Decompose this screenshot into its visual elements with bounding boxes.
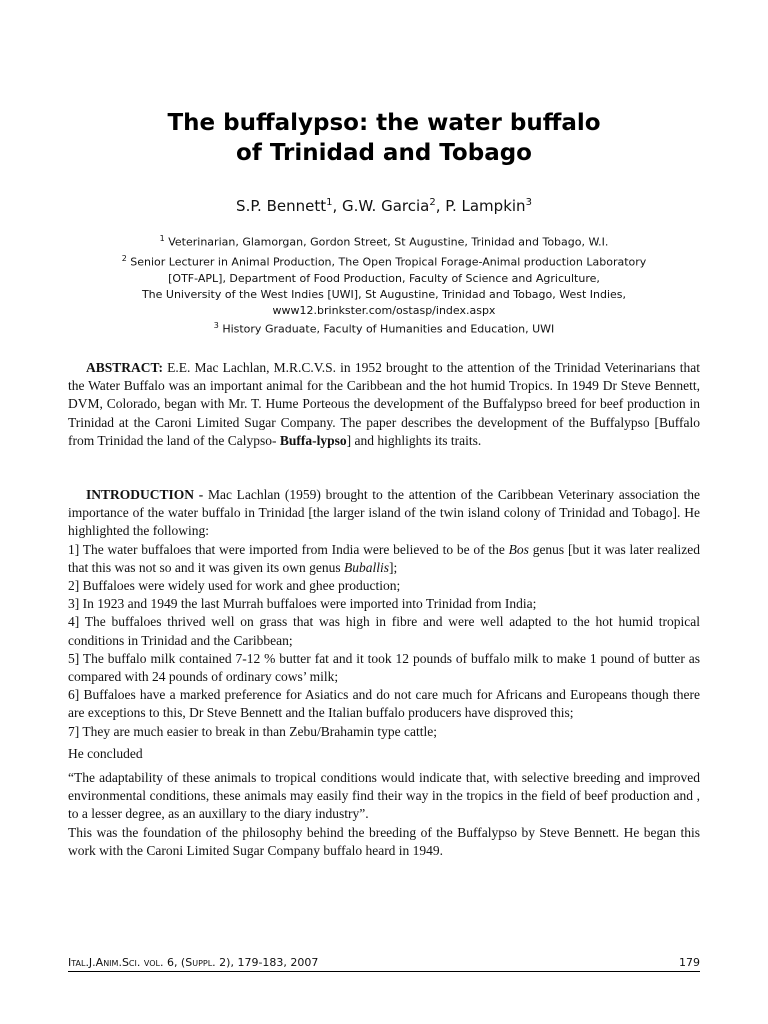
title-line-2: of Trinidad and Tobago	[236, 140, 532, 166]
title-line-1: The buffalypso: the water buffalo	[167, 110, 601, 136]
affiliation-3: $^3$ History Graduate, Faculty of Humanities and Education, UWI	[213, 321, 555, 336]
paper-title	[0, 108, 768, 168]
list-item: 1] The water buffaloes that were imported from India were believed to be of the Bos genus [but it was later realized that this was not so and it was given its own genus Buballis];	[68, 541, 700, 575]
affiliation-url: www12.brinkster.com/ostasp/index.aspx	[272, 303, 496, 317]
list-item: 2] Buffaloes were widely used for work and ghee production;	[68, 578, 401, 594]
list-item: 3] In 1923 and 1949 the last Murrah buffaloes were imported into Trinidad from India;	[68, 596, 537, 612]
author-affiliation-mark: 3	[525, 197, 532, 208]
introduction-label: INTRODUCTION -	[86, 487, 204, 502]
affiliation-2: $^2$ Senior Lecturer in Animal Production, The Open Tropical Forage-Animal production Laboratory [OTF-APL], Department of Food Production, Faculty of Science and Agriculture, The University of the West Indies [UWI], St Augustine, Trinidad and Tobago, West Indies, www12.brinkster.com/ostasp/index.aspx	[60, 251, 708, 319]
author-name: S.P. Bennett	[236, 197, 327, 215]
quote-paragraph: “The adaptability of these animals to tropical conditions would indicate that, with selective breeding and improved environmental conditions, these animals may easily find their way in the tropics in the field of beef production and , to a lesser degree, as an auxillary to the diary industry”.	[68, 770, 700, 822]
author-name: P. Lampkin	[445, 197, 526, 215]
author-affiliation-mark: 2	[429, 197, 436, 208]
affiliation-1: $^1$ Veterinarian, Glamorgan, Gordon Street, St Augustine, Trinidad and Tobago, W.I.	[159, 234, 609, 249]
author-name: G.W. Garcia	[342, 197, 430, 215]
author-list: S.P. Bennett$^1$, G.W. Garcia$^2$, P. Lampkin$^3$	[236, 197, 532, 215]
abstract-section	[68, 359, 700, 450]
list-item: 5] The buffalo milk contained 7-12 % butter fat and it took 12 pounds of buffalo milk to make 1 pound of butter as compared with 24 pounds of ordinary cows’ milk;	[68, 650, 700, 685]
list-item: 7] They are much easier to break in than Zebu/Brahamin type cattle;	[68, 723, 437, 739]
page-number: 179	[679, 956, 700, 969]
concluded-line: He concluded	[68, 745, 143, 761]
abstract-paragraph: ABSTRACT: E.E. Mac Lachlan, M.R.C.V.S. in 1952 brought to the attention of the Trinidad Veterinarians that the Water Buffalo was an important animal for the Caribbean and the hot humid Tropics. In 1949 Dr Steve Bennett, DVM, Colorado, began with Mr. T. Hume Porteous the development of the Buffalypso breed for beef production in Trinidad at the Caroni Limited Sugar Company. The paper describes the development of the Buffalypso [Buffalo from Trinidad the land of the Calypso- Buffa-lypso] and highlights its traits.	[68, 360, 700, 448]
list-item: 6] Buffaloes have a marked preference for Asiatics and do not care much for Africans and Europeans though there are exceptions to this, Dr Steve Bennett and the Italian buffalo producers have disproved this;	[68, 687, 700, 721]
journal-citation: Ital.J.Anim.Sci. vol. 6, (Suppl. 2), 179-183, 2007	[68, 956, 319, 969]
abstract-label: ABSTRACT:	[86, 360, 164, 375]
foundation-paragraph: This was the foundation of the philosophy behind the breeding of the Buffalypso by Steve Bennett. He began this work with the Caroni Limited Sugar Company buffalo heard in 1949.	[68, 824, 700, 858]
introduction-section	[68, 486, 700, 860]
list-item: 4] The buffaloes thrived well on grass that was high in fibre and were well adapted to the hot humid tropical conditions in Trinidad and the Caribbean;	[68, 614, 700, 648]
author-affiliation-mark: 1	[326, 197, 333, 208]
page-footer	[68, 956, 700, 972]
introduction-paragraph: INTRODUCTION - Mac Lachlan (1959) brought to the attention of the Caribbean Veterinary association the importance of the water buffalo in Trinidad [the larger island of the twin island colony of Trinidad and Tobago]. He highlighted the following:	[68, 487, 700, 539]
